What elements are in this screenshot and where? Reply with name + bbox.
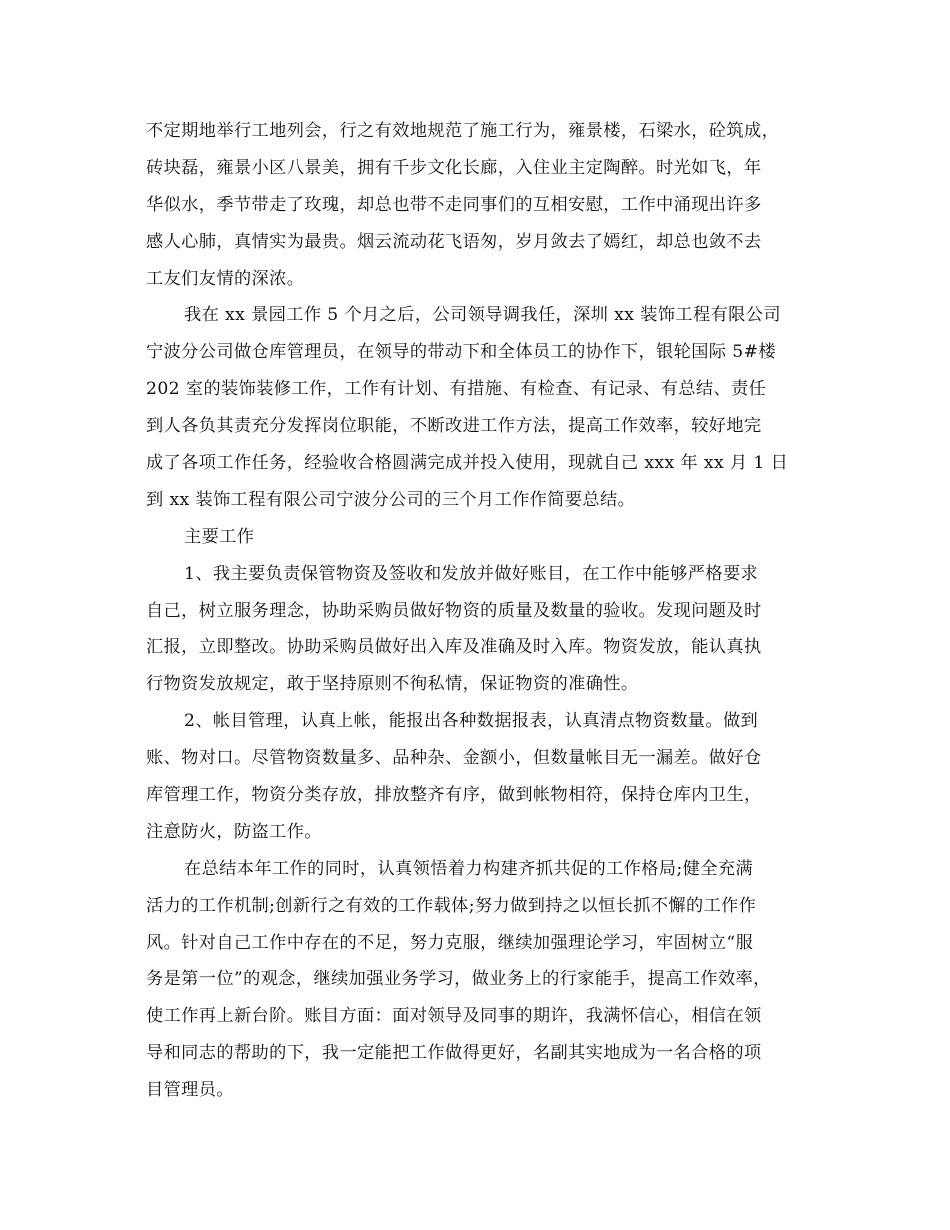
text-line: 风。针对自己工作中存在的不足，努力克服，继续加强理论学习，牢固树立“服 (146, 932, 754, 953)
paragraph-item-1 (146, 556, 806, 704)
text-line: 成了各项工作任务，经验收合格圆满完成并投入使用，现就自己 xxx 年 xx 月 1 日 (146, 453, 789, 474)
text-line: 到人各负其责充分发挥岗位职能，不断改进工作方法，提高工作效率，较好地完 (146, 416, 762, 437)
text-line: 注意防火，防盗工作。 (146, 821, 322, 842)
text-line: 宁波分公司做仓库管理员，在领导的带动下和全体员工的协作下，银轮国际 5#楼 (146, 342, 776, 363)
paragraph-2 (146, 297, 806, 518)
text-line: 目管理员。 (146, 1080, 234, 1101)
text-line: 汇报，立即整改。协助采购员做好出入库及准确及时入库。物资发放，能认真执 (146, 637, 762, 658)
section-heading-main-work (146, 519, 806, 556)
text-line: 华似水，季节带走了玫瑰，却总也带不走同事们的互相安慰，工作中涌现出许多 (146, 194, 762, 215)
text-line: 不定期地举行工地列会，行之有效地规范了施工行为，雍景楼，石梁水，砼筑成， (146, 121, 780, 141)
text-line: 活力的工作机制;创新行之有效的工作载体;努力做到持之以恒长抓不懈的工作作 (146, 895, 757, 916)
text-line: 工友们友情的深浓。 (146, 268, 305, 289)
text-line: 1、我主要负责保管物资及签收和发放并做好账目，在工作中能够严格要求 (184, 563, 759, 584)
text-line: 202 室的装饰装修工作，工作有计划、有措施、有检查、有记录、有总结、责任 (146, 379, 767, 400)
text-line: 行物资发放规定，敢于坚持原则不徇私情，保证物资的准确性。 (146, 674, 639, 695)
text-line: 感人心肺，真情实为最贵。烟云流动花飞语匆，岁月敛去了嫣红，却总也敛不去 (146, 231, 762, 252)
text-line: 2、帐目管理，认真上帐，能报出各种数据报表，认真清点物资数量。做到 (184, 711, 759, 732)
paragraph-item-2 (146, 703, 806, 851)
text-line: 自己，树立服务理念，协助采购员做好物资的质量及数量的验收。发现问题及时 (146, 600, 762, 621)
document-body (146, 113, 806, 1109)
text-line: 务是第一位”的观念，继续加强业务学习，做业务上的行家能手，提高工作效率， (146, 969, 771, 990)
paragraph-summary (146, 851, 806, 1109)
text-line: 主要工作 (184, 526, 255, 547)
paragraph-1 (146, 113, 806, 297)
text-line: 导和同志的帮助的下，我一定能把工作做得更好，名副其实地成为一名合格的项 (146, 1043, 762, 1064)
text-line: 砖块磊，雍景小区八景美，拥有千步文化长廊，入住业主定陶醉。时光如飞，年 (146, 157, 762, 178)
text-line: 在总结本年工作的同时，认真领悟着力构建齐抓共促的工作格局;健全充满 (184, 858, 753, 879)
text-line: 账、物对口。尽管物资数量多、品种杂、金额小，但数量帐目无一漏差。做好仓 (146, 748, 762, 769)
text-line: 使工作再上新台阶。账目方面：面对领导及同事的期许，我满怀信心，相信在领 (146, 1006, 762, 1027)
text-line: 我在 xx 景园工作 5 个月之后，公司领导调我任，深圳 xx 装饰工程有限公司 (184, 305, 781, 326)
text-line: 库管理工作，物资分类存放，排放整齐有序，做到帐物相符，保持仓库内卫生， (146, 785, 762, 806)
text-line: 到 xx 装饰工程有限公司宁波分公司的三个月工作作简要总结。 (146, 489, 636, 510)
